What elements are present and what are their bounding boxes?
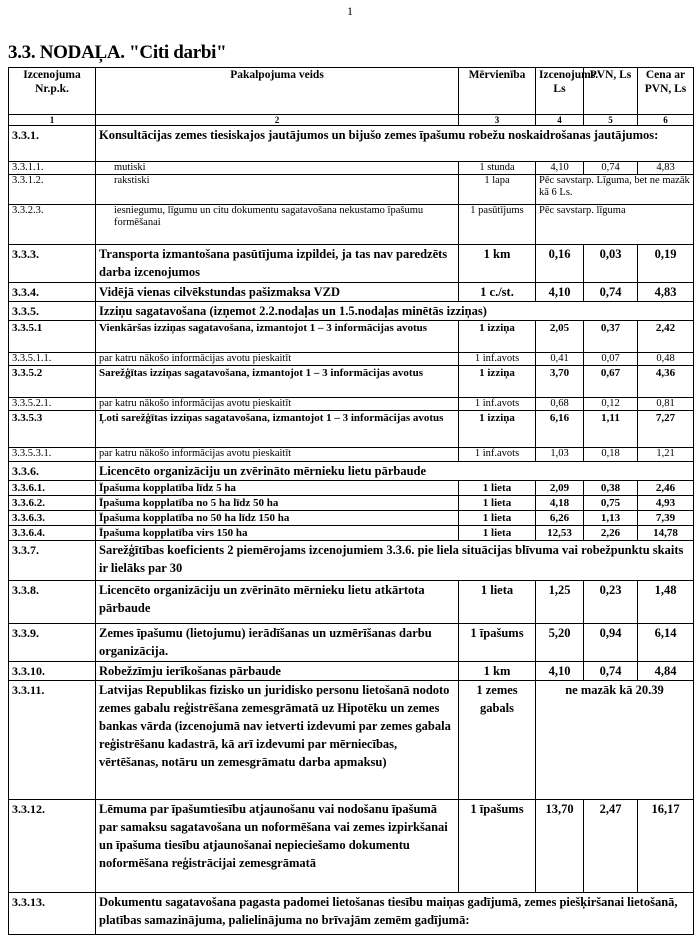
row-unit: 1 lieta — [459, 511, 536, 526]
row-description: Īpašuma kopplatība līdz 5 ha — [96, 481, 459, 496]
row-price: 2,09 — [536, 481, 584, 496]
table-row — [9, 126, 694, 162]
row-code: 3.3.5.2 — [9, 366, 96, 398]
row-vat: 0,74 — [584, 162, 638, 175]
row-price: 0,41 — [536, 353, 584, 366]
row-total: 1,48 — [638, 581, 694, 624]
row-code: 3.3.5.1 — [9, 321, 96, 353]
row-price: 6,26 — [536, 511, 584, 526]
row-note: Pēc savstarp. līguma — [536, 205, 694, 245]
row-description: Licencēto organizāciju un zvērināto mērnieku lietu atkārtota pārbaude — [96, 581, 459, 624]
row-description: par katru nākošo informācijas avotu pieskaitīt — [96, 353, 459, 366]
row-code: 3.3.8. — [9, 581, 96, 624]
table-row — [9, 366, 694, 398]
row-price: 4,18 — [536, 496, 584, 511]
row-code: 3.3.13. — [9, 893, 96, 935]
row-description: Ļoti sarežģītas izziņas sagatavošana, izmantojot 1 – 3 informācijas avotus — [96, 411, 459, 448]
row-vat: 1,11 — [584, 411, 638, 448]
row-price: 0,68 — [536, 398, 584, 411]
column-number: 4 — [536, 115, 584, 126]
table-row — [9, 245, 694, 283]
row-unit: 1 īpašums — [459, 624, 536, 662]
table-row — [9, 496, 694, 511]
header-row — [9, 68, 694, 115]
row-code: 3.3.5. — [9, 302, 96, 321]
row-code: 3.3.6.4. — [9, 526, 96, 541]
row-total: 4,83 — [638, 283, 694, 302]
row-total: 4,93 — [638, 496, 694, 511]
row-code: 3.3.3. — [9, 245, 96, 283]
column-number: 3 — [459, 115, 536, 126]
header-price: Izcenojums. Ls — [536, 68, 584, 115]
table-row — [9, 462, 694, 481]
row-description: Licencēto organizāciju un zvērināto mērnieku lietu pārbaude — [96, 462, 694, 481]
row-total: 7,27 — [638, 411, 694, 448]
row-code: 3.3.1.1. — [9, 162, 96, 175]
row-price: 3,70 — [536, 366, 584, 398]
row-code: 3.3.5.3 — [9, 411, 96, 448]
header-code: Izcenojuma Nr.p.k. — [9, 68, 96, 115]
table-row — [9, 893, 694, 935]
row-price: 5,20 — [536, 624, 584, 662]
table-row — [9, 681, 694, 800]
row-code: 3.3.1.2. — [9, 175, 96, 205]
row-vat: 1,13 — [584, 511, 638, 526]
row-unit: 1 īpašums — [459, 800, 536, 893]
row-code: 3.3.11. — [9, 681, 96, 800]
row-description: iesniegumu, līgumu un citu dokumentu sagatavošana nekustamo īpašumu formēšanai — [96, 205, 459, 245]
row-code: 3.3.6.2. — [9, 496, 96, 511]
table-row — [9, 398, 694, 411]
row-vat: 2,47 — [584, 800, 638, 893]
row-unit: 1 inf.avots — [459, 353, 536, 366]
row-total: 0,48 — [638, 353, 694, 366]
row-vat: 0,23 — [584, 581, 638, 624]
row-vat: 0,74 — [584, 662, 638, 681]
row-total: 0,81 — [638, 398, 694, 411]
row-description: Lēmuma par īpašumtiesību atjaunošanu vai nodošanu īpašumā par samaksu sagatavošana un noformēšana vai zemes izpirkšanai un īpašuma tiesību atjaunošanai nepieciešamo dokumentu noformēšana reģistrācijai zemesgrāmatā — [96, 800, 459, 893]
row-total: 0,19 — [638, 245, 694, 283]
row-unit: 1 izziņa — [459, 321, 536, 353]
row-price: 4,10 — [536, 162, 584, 175]
row-unit: 1 zemes gabals — [459, 681, 536, 800]
table-row — [9, 624, 694, 662]
row-description: Sarežģītības koeficients 2 piemērojams izcenojumiem 3.3.6. pie liela situācijas blīvuma vai robežpunktu skaits ir lielāks par 30 — [96, 541, 694, 581]
table-row — [9, 526, 694, 541]
row-total: 4,84 — [638, 662, 694, 681]
column-number-row — [9, 115, 694, 126]
row-description: Īpašuma kopplatība no 50 ha līdz 150 ha — [96, 511, 459, 526]
row-code: 3.3.2.3. — [9, 205, 96, 245]
row-description: Īpašuma kopplatība virs 150 ha — [96, 526, 459, 541]
row-code: 3.3.6.3. — [9, 511, 96, 526]
row-vat: 0,75 — [584, 496, 638, 511]
row-total: 4,36 — [638, 366, 694, 398]
row-vat: 2,26 — [584, 526, 638, 541]
table-row — [9, 353, 694, 366]
row-description: Robežzīmju ierīkošanas pārbaude — [96, 662, 459, 681]
table-row — [9, 321, 694, 353]
header-unit: Mērvienība — [459, 68, 536, 115]
row-unit: 1 inf.avots — [459, 448, 536, 462]
row-description: Īpašuma kopplatība no 5 ha līdz 50 ha — [96, 496, 459, 511]
row-note: ne mazāk kā 20.39 — [536, 681, 694, 800]
row-unit: 1 km — [459, 245, 536, 283]
row-vat: 0,74 — [584, 283, 638, 302]
row-description: Vidējā vienas cilvēkstundas pašizmaksa VZD — [96, 283, 459, 302]
row-total: 4,83 — [638, 162, 694, 175]
row-unit: 1 lieta — [459, 581, 536, 624]
page-number: 1 — [347, 4, 353, 18]
table-row — [9, 162, 694, 175]
row-description: par katru nākošo informācijas avotu pieskaitīt — [96, 448, 459, 462]
header-vat: PVN, Ls — [584, 68, 638, 115]
row-description: Latvijas Republikas fizisko un juridisko personu lietošanā nodoto zemes gabalu reģistrēšana zemesgrāmatā uz Hipotēku un zemes bankas vārda (izcenojumā nav ietverti izdevumi par zemes gabala reģistrēšanu kadastrā, kā arī izdevumi par mērniecības, vērtēšanas, notāru un zemesgrāmatu darba apmaksu) — [96, 681, 459, 800]
table-row — [9, 800, 694, 893]
section-title: 3.3. NODAĻA. "Citi darbi" — [8, 42, 227, 63]
table-row — [9, 302, 694, 321]
row-description: Zemes īpašumu (lietojumu) ierādīšanas un uzmērīšanas darbu organizācija. — [96, 624, 459, 662]
row-total: 16,17 — [638, 800, 694, 893]
header-total: Cena ar PVN, Ls — [638, 68, 694, 115]
table-row — [9, 283, 694, 302]
row-unit: 1 inf.avots — [459, 398, 536, 411]
row-code: 3.3.4. — [9, 283, 96, 302]
row-description: Vienkāršas izziņas sagatavošana, izmantojot 1 – 3 informācijas avotus — [96, 321, 459, 353]
row-total: 14,78 — [638, 526, 694, 541]
row-unit: 1 izziņa — [459, 366, 536, 398]
row-unit: 1 lieta — [459, 496, 536, 511]
row-unit: 1 lieta — [459, 481, 536, 496]
row-description: Konsultācijas zemes tiesiskajos jautājumos un bijušo zemes īpašumu robežu noskaidrošanas jautājumos: — [96, 126, 694, 162]
row-code: 3.3.5.3.1. — [9, 448, 96, 462]
row-code: 3.3.1. — [9, 126, 96, 162]
header-service: Pakalpojuma veids — [96, 68, 459, 115]
row-unit: 1 izziņa — [459, 411, 536, 448]
row-vat: 0,38 — [584, 481, 638, 496]
row-price: 12,53 — [536, 526, 584, 541]
row-unit: 1 stunda — [459, 162, 536, 175]
row-code: 3.3.10. — [9, 662, 96, 681]
row-description: Transporta izmantošana pasūtījuma izpildei, ja tas nav paredzēts darba izcenojumos — [96, 245, 459, 283]
table-row — [9, 448, 694, 462]
column-number: 2 — [96, 115, 459, 126]
row-note: Pēc savstarp. Līguma, bet ne mazāk kā 6 Ls. — [536, 175, 694, 205]
row-price: 2,05 — [536, 321, 584, 353]
row-description: Dokumentu sagatavošana pagasta padomei lietošanas tiesību maiņas gadījumā, zemes piešķiršanai lietošanā, platības samazinājuma, palielinājuma no brīvajām zemēm gadījumā: — [96, 893, 694, 935]
row-price: 4,10 — [536, 662, 584, 681]
row-description: rakstiski — [96, 175, 459, 205]
row-total: 2,42 — [638, 321, 694, 353]
row-price: 4,10 — [536, 283, 584, 302]
row-total: 1,21 — [638, 448, 694, 462]
row-total: 6,14 — [638, 624, 694, 662]
row-price: 13,70 — [536, 800, 584, 893]
row-vat: 0,12 — [584, 398, 638, 411]
row-total: 2,46 — [638, 481, 694, 496]
row-unit: 1 lieta — [459, 526, 536, 541]
row-description: mutiski — [96, 162, 459, 175]
row-unit: 1 pasūtījums — [459, 205, 536, 245]
row-unit: 1 km — [459, 662, 536, 681]
row-code: 3.3.12. — [9, 800, 96, 893]
row-unit: 1 lapa — [459, 175, 536, 205]
table-row — [9, 581, 694, 624]
column-number: 1 — [9, 115, 96, 126]
row-vat: 0,03 — [584, 245, 638, 283]
column-number: 5 — [584, 115, 638, 126]
row-price: 1,25 — [536, 581, 584, 624]
column-number: 6 — [638, 115, 694, 126]
row-description: par katru nākošo informācijas avotu pieskaitīt — [96, 398, 459, 411]
table-row — [9, 175, 694, 205]
row-vat: 0,67 — [584, 366, 638, 398]
table-row — [9, 205, 694, 245]
table-row — [9, 511, 694, 526]
row-code: 3.3.5.2.1. — [9, 398, 96, 411]
row-code: 3.3.6. — [9, 462, 96, 481]
row-vat: 0,94 — [584, 624, 638, 662]
row-description: Sarežģītas izziņas sagatavošana, izmantojot 1 – 3 informācijas avotus — [96, 366, 459, 398]
row-code: 3.3.5.1.1. — [9, 353, 96, 366]
table-row — [9, 662, 694, 681]
row-vat: 0,37 — [584, 321, 638, 353]
row-price: 0,16 — [536, 245, 584, 283]
row-price: 6,16 — [536, 411, 584, 448]
table-row — [9, 411, 694, 448]
price-table — [8, 67, 694, 935]
table-row — [9, 541, 694, 581]
row-vat: 0,07 — [584, 353, 638, 366]
row-vat: 0,18 — [584, 448, 638, 462]
row-price: 1,03 — [536, 448, 584, 462]
row-code: 3.3.7. — [9, 541, 96, 581]
row-code: 3.3.6.1. — [9, 481, 96, 496]
table-row — [9, 481, 694, 496]
row-total: 7,39 — [638, 511, 694, 526]
row-description: Izziņu sagatavošana (izņemot 2.2.nodaļas un 1.5.nodaļas minētās izziņas) — [96, 302, 694, 321]
row-unit: 1 c./st. — [459, 283, 536, 302]
row-code: 3.3.9. — [9, 624, 96, 662]
